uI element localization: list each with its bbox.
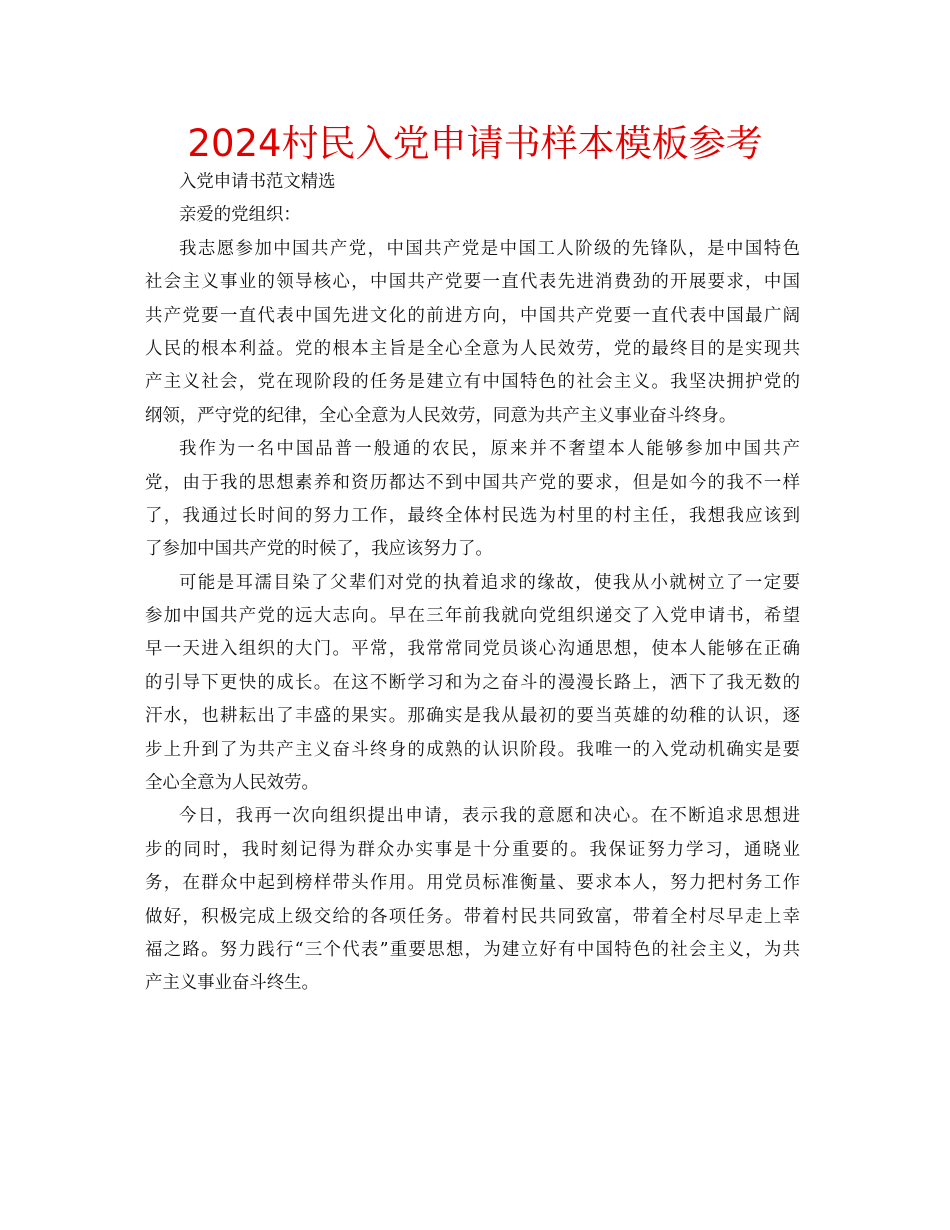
salutation: 亲爱的党组织： <box>179 205 301 226</box>
paragraph-line: 步的同时，我时刻记得为群众办实事是十分重要的。我保证努力学习，通晓业 <box>145 839 800 860</box>
paragraph-line: 汗水，也耕耘出了丰盛的果实。那确实是我从最初的要当英雄的幼稚的认识，逐 <box>145 706 800 727</box>
paragraph-line: 务，在群众中起到榜样带头作用。用党员标准衡量、要求本人，努力把村务工作 <box>145 873 800 894</box>
paragraph-line: 纲领，严守党的纪律，全心全意为人民效劳，同意为共产主义事业奋斗终身。 <box>145 405 737 426</box>
paragraph-line: 党，由于我的思想素养和资历都达不到中国共产党的要求，但是如今的我不一样 <box>145 472 800 493</box>
paragraph-line: 人民的根本利益。党的根本主旨是全心全意为人民效劳，党的最终目的是实现共 <box>145 338 800 359</box>
paragraph-line: 做好，积极完成上级交给的各项任务。带着村民共同致富，带着全村尽早走上幸 <box>145 906 800 927</box>
paragraph-4 <box>145 800 800 1000</box>
paragraph-line: 我志愿参加中国共产党，中国共产党是中国工人阶级的先锋队，是中国特色 <box>179 238 800 259</box>
paragraph-line: 今日，我再一次向组织提出申请，表示我的意愿和决心。在不断追求思想进 <box>179 806 800 827</box>
paragraph-line: 了参加中国共产党的时候了，我应该努力了。 <box>145 539 493 560</box>
paragraph-line: 共产党要一直代表中国先进文化的前进方向，中国共产党要一直代表中国最广阔 <box>145 305 800 326</box>
paragraph-line: 我作为一名中国品普一般通的农民，原来并不奢望本人能够参加中国共产 <box>179 439 800 460</box>
paragraph-line: 的引导下更快的成长。在这不断学习和为之奋斗的漫漫长路上，洒下了我无数的 <box>145 672 800 693</box>
paragraph-line: 全心全意为人民效劳。 <box>145 773 319 794</box>
document-body <box>145 166 800 1001</box>
paragraph-line: 可能是耳濡目染了父辈们对党的执着追求的缘故，使我从小就树立了一定要 <box>179 572 800 593</box>
paragraph-line: 产主义事业奋斗终生。 <box>145 973 319 994</box>
paragraph-line: 产主义社会，党在现阶段的任务是建立有中国特色的社会主义。我坚决拥护党的 <box>145 372 800 393</box>
document-subtitle: 入党申请书范文精选 <box>179 172 336 192</box>
paragraph-1 <box>145 233 800 433</box>
paragraph-line: 早一天进入组织的大门。平常，我常常同党员谈心沟通思想，使本人能够在正确 <box>145 639 800 660</box>
paragraph-line: 参加中国共产党的远大志向。早在三年前我就向党组织递交了入党申请书，希望 <box>145 606 800 627</box>
document-title: 2024村民入党申请书样本模板参考 <box>187 122 763 165</box>
paragraph-3 <box>145 567 800 801</box>
paragraph-2 <box>145 433 800 567</box>
paragraph-line: 福之路。努力践行“三个代表”重要思想，为建立好有中国特色的社会主义，为共 <box>145 939 800 960</box>
paragraph-line: 步上升到了为共产主义奋斗终身的成熟的认识阶段。我唯一的入党动机确实是要 <box>145 739 800 760</box>
paragraph-line: 了，我通过长时间的努力工作，最终全体村民选为村里的村主任，我想我应该到 <box>145 505 800 526</box>
paragraph-line: 社会主义事业的领导核心，中国共产党要一直代表先进消费劲的开展要求，中国 <box>145 272 800 293</box>
